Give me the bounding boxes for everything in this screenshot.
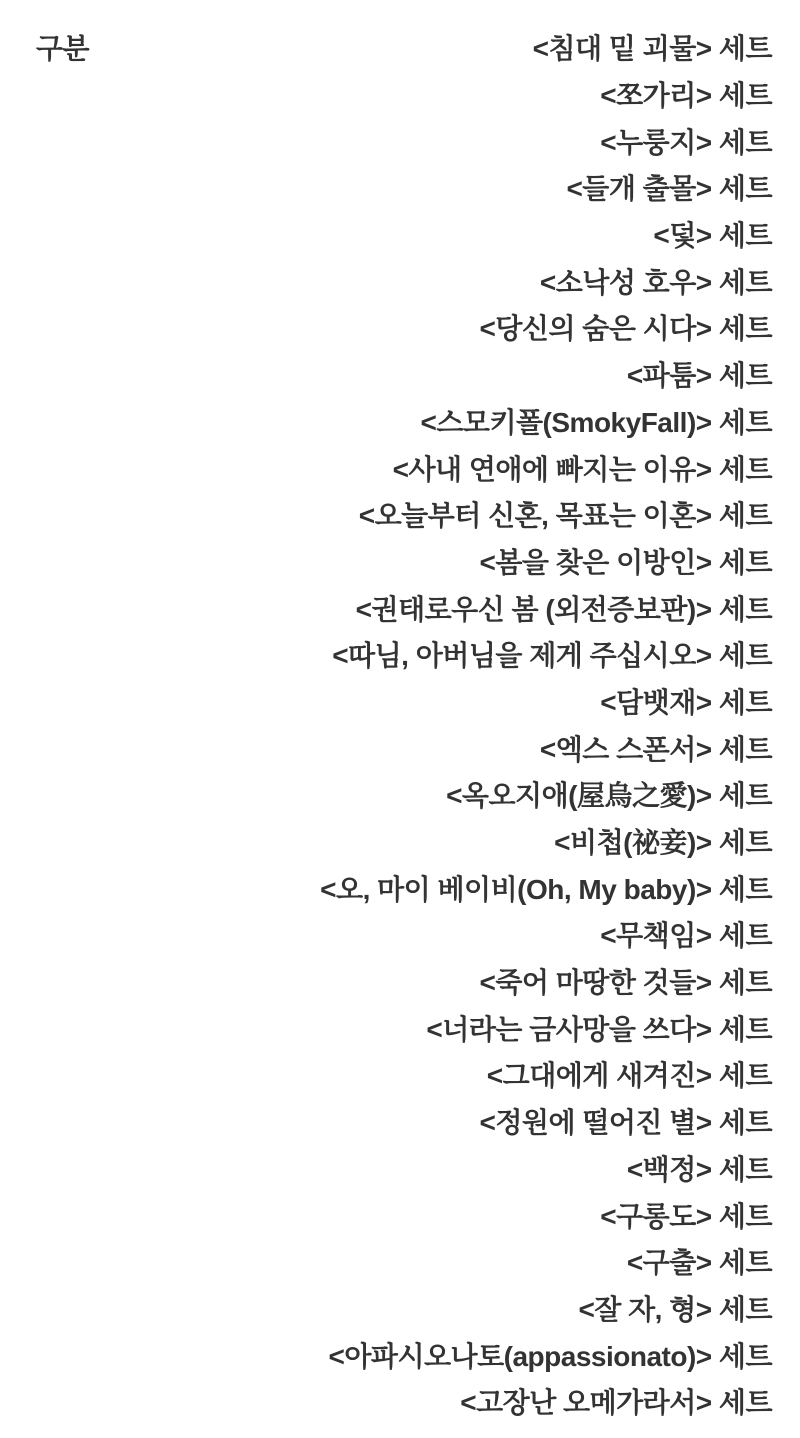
- set-name-text: <스모키폴(SmokyFall)> 세트: [420, 406, 772, 438]
- set-name-text: <백정> 세트: [626, 1153, 772, 1185]
- list-item: [0, 257, 772, 304]
- list-item: [0, 958, 772, 1005]
- set-name-text: <너라는 금사망을 쓰다> 세트: [426, 1013, 772, 1045]
- list-item: [0, 631, 772, 678]
- list-item: [0, 1004, 772, 1051]
- list-item: [0, 724, 772, 771]
- list-item: [0, 864, 772, 911]
- set-list: [0, 24, 772, 1425]
- list-item: [0, 71, 772, 118]
- list-item: [0, 818, 772, 865]
- set-name-text: <옥오지애(屋烏之愛)> 세트: [446, 780, 772, 812]
- set-name-text: <비첩(祕妾)> 세트: [554, 827, 772, 859]
- set-name-text: <고장난 오메가라서> 세트: [460, 1387, 772, 1419]
- set-name-text: <구롱도> 세트: [600, 1200, 772, 1232]
- list-item: [0, 1098, 772, 1145]
- set-name-text: <봄을 찾은 이방인> 세트: [479, 546, 772, 578]
- set-name-text: <정원에 떨어진 별> 세트: [479, 1107, 772, 1139]
- list-item: [0, 1191, 772, 1238]
- set-name-text: <엑스 스폰서> 세트: [539, 733, 772, 765]
- list-item: [0, 351, 772, 398]
- set-name-text: <오늘부터 신혼, 목표는 이혼> 세트: [358, 500, 772, 532]
- list-item: [0, 911, 772, 958]
- list-item: [0, 1285, 772, 1332]
- set-name-text: <담뱃재> 세트: [600, 686, 772, 718]
- set-name-text: <무책임> 세트: [600, 920, 772, 952]
- list-item: [0, 538, 772, 585]
- column-header-label: 구분: [36, 33, 90, 65]
- set-name-text: <침대 밑 괴물> 세트: [532, 33, 772, 65]
- list-item: [0, 1051, 772, 1098]
- list-item: [0, 491, 772, 538]
- set-name-text: <아파시오나토(appassionato)> 세트: [328, 1340, 772, 1372]
- list-item: [0, 24, 772, 71]
- list-item: [0, 678, 772, 725]
- set-name-text: <쪼가리> 세트: [600, 80, 772, 112]
- set-name-text: <잘 자, 형> 세트: [578, 1293, 772, 1325]
- set-name-text: <죽어 마땅한 것들> 세트: [479, 967, 772, 999]
- set-name-text: <오, 마이 베이비(Oh, My baby)> 세트: [320, 873, 772, 905]
- set-name-text: <그대에게 새겨진> 세트: [486, 1060, 772, 1092]
- set-name-text: <누룽지> 세트: [600, 126, 772, 158]
- list-item: [0, 1145, 772, 1192]
- list-item: [0, 1238, 772, 1285]
- set-name-text: <당신의 숨은 시다> 세트: [479, 313, 772, 345]
- list-item: [0, 164, 772, 211]
- set-name-text: <소낙성 호우> 세트: [539, 266, 772, 298]
- set-name-text: <따님, 아버님을 제게 주십시오> 세트: [332, 640, 772, 672]
- set-name-text: <들개 출몰> 세트: [566, 173, 772, 205]
- list-item: [0, 771, 772, 818]
- set-name-text: <사내 연애에 빠지는 이유> 세트: [392, 453, 772, 485]
- set-name-text: <덫> 세트: [653, 220, 772, 252]
- list-item: [0, 1378, 772, 1425]
- list-item: [0, 304, 772, 351]
- set-name-text: <권태로우신 봄 (외전증보판)> 세트: [355, 593, 772, 625]
- set-name-text: <파툼> 세트: [626, 360, 772, 392]
- list-item: [0, 117, 772, 164]
- set-name-text: <구출> 세트: [626, 1247, 772, 1279]
- list-item: [0, 211, 772, 258]
- list-item: [0, 1331, 772, 1378]
- list-item: [0, 444, 772, 491]
- list-item: [0, 398, 772, 445]
- list-item: [0, 584, 772, 631]
